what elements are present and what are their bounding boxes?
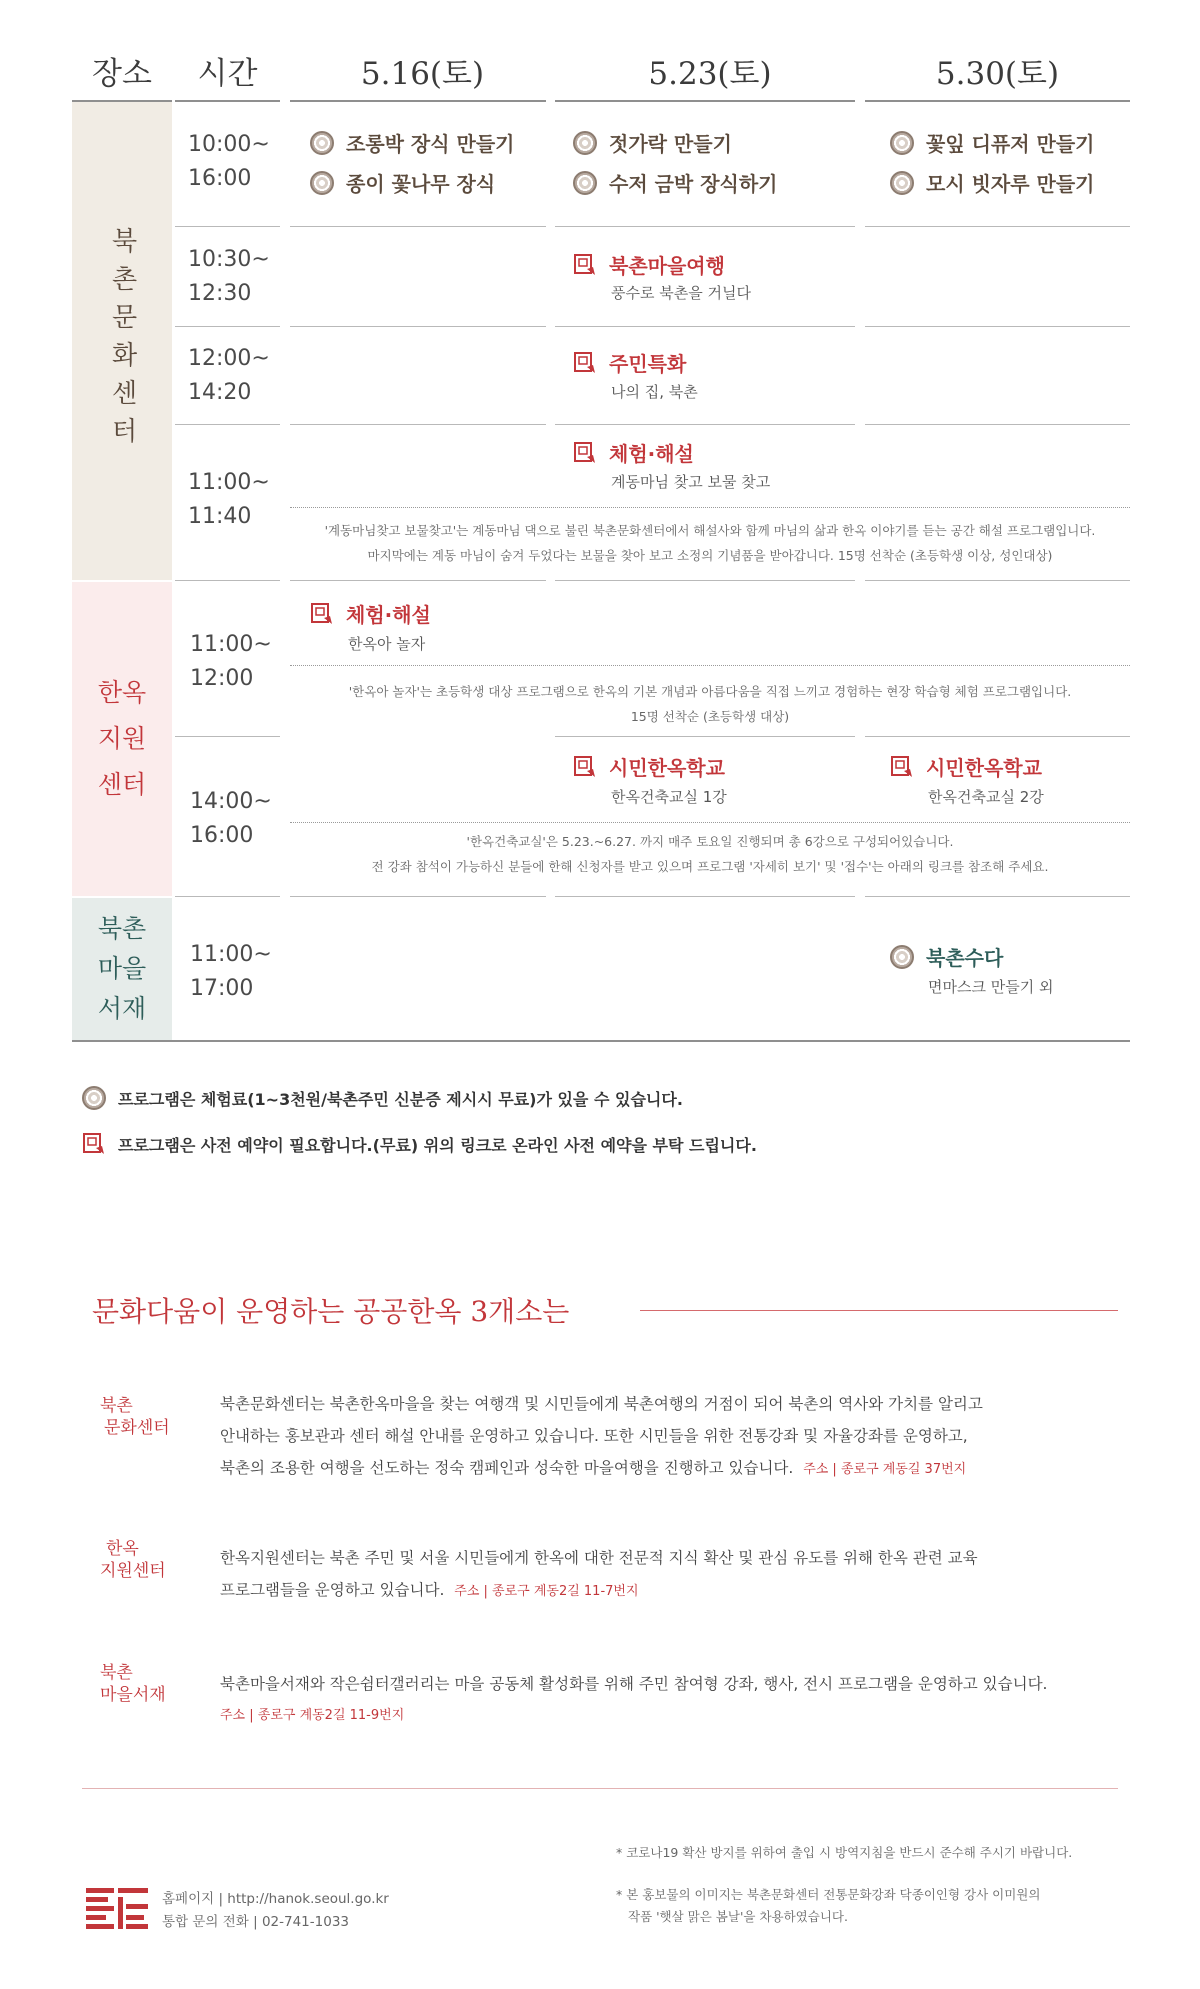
time-row-3-end: 14:20 (188, 380, 252, 405)
venue-hanok-line-2: 지원 (97, 724, 147, 753)
divider-r6-time (175, 896, 280, 897)
medal-icon (82, 1086, 106, 1110)
ticket-icon (310, 602, 334, 626)
program-r2-d2-label: 북촌마을여행 (609, 254, 725, 278)
about-title: 문화다움이 운영하는 공공한옥 3개소는 (92, 1295, 570, 1328)
legend-reserve (82, 1132, 757, 1156)
divider-r3-d1 (290, 424, 546, 425)
venue-hanok-center (72, 582, 172, 896)
footer-notice-1: * 코로나19 확산 방지를 위하여 출입 시 방역지침을 반드시 준수해 주시기 바랍니다. (616, 1845, 1073, 1860)
dotted-r4 (290, 507, 1130, 508)
ticket-icon (573, 351, 597, 375)
medal-icon (890, 131, 914, 155)
program-r1-d2-a-label: 젓가락 만들기 (609, 132, 732, 156)
program-r1-d2-a[interactable] (573, 128, 732, 157)
note-r4-line-1: '계동마님찾고 보물찾고'는 계동마님 댁으로 불린 북촌문화센터에서 해설사와 함께 마님의 삶과 한옥 이야기를 듣는 공간 해설 프로그램입니다. (324, 523, 1096, 538)
divider-r2-d2 (555, 326, 855, 327)
program-r4-d2-label: 체험·해설 (609, 442, 694, 466)
divider-r5-d3 (865, 736, 1130, 737)
dotted-r5 (290, 665, 1130, 666)
program-r3-d2[interactable] (573, 348, 686, 377)
about-item-3-line-1: 북촌마을서재와 작은쉼터갤러리는 마을 공동체 활성화를 위해 주민 참여형 강좌, 행사, 전시 프로그램을 운영하고 있습니다. (220, 1675, 1048, 1693)
program-r1-d3-b[interactable] (890, 168, 1095, 197)
divider-r6-d2 (555, 896, 855, 897)
program-r1-d3-b-label: 모시 빗자루 만들기 (926, 172, 1095, 196)
header-date-3: 5.30(토) (935, 56, 1060, 92)
program-r2-d2-sub: 풍수로 북촌을 거닐다 (611, 284, 751, 302)
footer-phone: 통합 문의 전화 | 02-741-1033 (162, 1914, 350, 1930)
program-r5-d1-label: 체험·해설 (346, 603, 431, 627)
program-r6-d2-sub: 한옥건축교실 1강 (611, 788, 727, 806)
time-row-2-end: 12:30 (188, 281, 252, 306)
note-r6 (290, 829, 1130, 879)
about-item-2-line-1: 한옥지원센터는 북촌 주민 및 서울 시민들에게 한옥에 대한 전문적 지식 확산 및 관심 유도를 위해 한옥 관련 교육 (220, 1549, 978, 1567)
time-row-7-start: 11:00~ (190, 942, 272, 967)
program-r7-d3-label: 북촌수다 (926, 946, 1004, 970)
program-r3-d2-label: 주민특화 (609, 352, 687, 376)
divider-r1-time (175, 226, 280, 227)
medal-icon (890, 945, 914, 969)
venue-bukchon-center (72, 102, 172, 580)
program-r1-d3-a[interactable] (890, 128, 1095, 157)
program-r7-d3-sub: 면마스크 만들기 외 (928, 978, 1054, 996)
about-item-3 (220, 1668, 1120, 1732)
about-title-line (640, 1310, 1118, 1311)
logo-bukchon-library-line-1: 북촌 (100, 1663, 133, 1683)
time-row-2 (188, 243, 270, 311)
divider-r5-time (175, 736, 280, 737)
header-line-d2 (555, 100, 855, 102)
program-r1-d1-a[interactable] (310, 128, 515, 157)
divider-r3-time (175, 424, 280, 425)
about-item-1 (220, 1388, 1120, 1486)
divider-r1-d3 (865, 226, 1130, 227)
time-row-5 (190, 628, 272, 696)
logo-hanok-center-line-1: 한옥 (106, 1539, 139, 1559)
about-item-1-line-1: 북촌문화센터는 북촌한옥마을을 찾는 여행객 및 시민들에게 북촌여행의 거점이 되어 북촌의 역사와 가치를 알리고 (220, 1395, 983, 1413)
program-r7-d3[interactable] (890, 942, 1003, 971)
venue-bukchon-center-label: 북촌문화센터 (107, 227, 137, 455)
program-r5-d1-sub: 한옥아 놀자 (348, 635, 426, 653)
program-r4-d2-sub: 계동마님 찾고 보물 찾고 (611, 473, 771, 491)
about-item-2-address: 주소 | 종로구 계동2길 11-7번지 (454, 1584, 639, 1599)
legend-fee-text: 프로그램은 체험료(1~3천원/북촌주민 신분증 제시시 무료)가 있을 수 있습니다. (118, 1089, 683, 1109)
program-r1-d1-b-label: 종이 꽃나무 장식 (346, 172, 496, 196)
divider-r4-d3 (865, 580, 1130, 581)
legend-fee (82, 1086, 683, 1110)
medal-icon (573, 131, 597, 155)
ticket-icon (890, 755, 914, 779)
logo-bukchon-library-line-2: 마을서재 (100, 1685, 166, 1705)
program-r6-d3[interactable] (890, 752, 1042, 781)
note-r5-line-1: '한옥아 놀자'는 초등학생 대상 프로그램으로 한옥의 기본 개념과 아름다움을 직접 느끼고 경험하는 현장 학습형 체험 프로그램입니다. (348, 684, 1072, 699)
medal-icon (573, 171, 597, 195)
time-row-4-start: 11:00~ (188, 470, 270, 495)
note-r6-line-1: '한옥건축교실'은 5.23.~6.27. 까지 매주 토요일 진행되며 총 6강으로 구성되어있습니다. (466, 834, 954, 849)
about-item-1-address: 주소 | 종로구 계동길 37번지 (803, 1462, 967, 1477)
time-row-1-start: 10:00~ (188, 132, 270, 157)
divider-r3-d2 (555, 424, 855, 425)
time-row-6 (190, 785, 272, 853)
medal-icon (310, 131, 334, 155)
ticket-icon (573, 253, 597, 277)
venue-hanok-line-3: 센터 (97, 770, 147, 799)
venue-library-line-1: 북촌 (97, 914, 147, 943)
time-row-2-start: 10:30~ (188, 247, 270, 272)
divider-r3-d3 (865, 424, 1130, 425)
footer-homepage[interactable]: 홈페이지 | http://hanok.seoul.go.kr (162, 1891, 389, 1907)
program-r1-d2-b-label: 수저 금박 장식하기 (609, 172, 778, 196)
footer-notice-2 (616, 1884, 1040, 1928)
medal-icon (890, 171, 914, 195)
divider-r1-d2 (555, 226, 855, 227)
footer-logo-icon (86, 1888, 148, 1934)
about-bottom-line (82, 1788, 1118, 1789)
divider-r1-d1 (290, 226, 546, 227)
logo-bukchon-center-line-1: 북촌 (100, 1396, 133, 1416)
footer-contact (162, 1888, 389, 1934)
program-r6-d2-label: 시민한옥학교 (609, 756, 725, 780)
dotted-r6 (290, 822, 1130, 823)
time-row-3-start: 12:00~ (188, 346, 270, 371)
divider-r5-d2 (555, 736, 855, 737)
venue-bukchon-library (72, 898, 172, 1040)
header-date-1: 5.16(토) (360, 56, 485, 92)
header-line-d1 (290, 100, 546, 102)
time-row-5-end: 12:00 (190, 666, 254, 691)
table-bottom-line (72, 1040, 1130, 1042)
divider-r2-time (175, 326, 280, 327)
logo-hanok-center (100, 1538, 166, 1582)
time-row-7-end: 17:00 (190, 976, 254, 1001)
logo-bukchon-library (100, 1662, 166, 1706)
program-r4-d2[interactable] (573, 438, 694, 467)
divider-r4-d2 (555, 580, 855, 581)
ticket-icon (573, 441, 597, 465)
time-row-1-end: 16:00 (188, 166, 252, 191)
venue-library-line-2: 마을 (97, 954, 147, 983)
note-r5-line-2: 15명 선착순 (초등학생 대상) (630, 709, 790, 724)
divider-r6-d3 (865, 896, 1130, 897)
program-r1-d2-b[interactable] (573, 168, 778, 197)
header-line-d3 (865, 100, 1130, 102)
about-item-3-address: 주소 | 종로구 계동2길 11-9번지 (220, 1708, 405, 1723)
header-time: 시간 (197, 56, 258, 92)
footer-notice-2-line-1: * 본 홍보물의 이미지는 북촌문화센터 전통문화강좌 닥종이인형 강사 이미원의 (616, 1887, 1041, 1902)
divider-r2-d1 (290, 326, 546, 327)
program-r2-d2[interactable] (573, 250, 725, 279)
time-row-4-end: 11:40 (188, 504, 252, 529)
header-date-2: 5.23(토) (648, 56, 772, 92)
program-r1-d3-a-label: 꽃잎 디퓨저 만들기 (926, 132, 1095, 156)
divider-r4-time (175, 580, 280, 581)
note-r5 (290, 679, 1130, 729)
venue-hanok-line-1: 한옥 (97, 678, 147, 707)
about-item-2 (220, 1542, 1120, 1608)
program-r3-d2-sub: 나의 집, 북촌 (611, 383, 698, 401)
medal-icon (310, 171, 334, 195)
time-row-6-start: 14:00~ (190, 789, 272, 814)
time-row-3 (188, 342, 270, 410)
about-item-1-line-3: 북촌의 조용한 여행을 선도하는 정숙 캠페인과 성숙한 마을여행을 진행하고 있습니다. (220, 1459, 794, 1477)
header-line-time (175, 100, 280, 102)
logo-hanok-center-line-2: 지원센터 (100, 1561, 166, 1581)
note-r6-line-2: 전 강좌 참석이 가능하신 분들에 한해 신청자를 받고 있으며 프로그램 '자세히 보기' 및 '접수'는 아래의 링크를 참조해 주세요. (371, 859, 1049, 874)
logo-bukchon-center-line-2: 문화센터 (104, 1418, 170, 1438)
header-place: 장소 (92, 56, 152, 92)
program-r6-d3-sub: 한옥건축교실 2강 (928, 788, 1044, 806)
logo-bukchon-center (100, 1395, 170, 1439)
legend-reserve-text: 프로그램은 사전 예약이 필요합니다.(무료) 위의 링크로 온라인 사전 예약을 부탁 드립니다. (118, 1135, 757, 1155)
about-item-1-line-2: 안내하는 홍보관과 센터 해설 안내를 운영하고 있습니다. 또한 시민들을 위한 전통강좌 및 자율강좌를 운영하고, (220, 1427, 968, 1445)
program-r5-d1[interactable] (310, 599, 431, 628)
time-row-4 (188, 466, 270, 534)
divider-r2-d3 (865, 326, 1130, 327)
time-row-1 (188, 128, 270, 196)
ticket-icon (82, 1132, 106, 1156)
time-row-5-start: 11:00~ (190, 632, 272, 657)
divider-r4-d1 (290, 580, 546, 581)
program-r6-d2[interactable] (573, 752, 725, 781)
time-row-6-end: 16:00 (190, 823, 254, 848)
program-r1-d1-a-label: 조롱박 장식 만들기 (346, 132, 515, 156)
program-r6-d3-label: 시민한옥학교 (926, 756, 1042, 780)
note-r4 (290, 518, 1130, 568)
venue-library-line-3: 서재 (97, 994, 147, 1023)
ticket-icon (573, 755, 597, 779)
note-r4-line-2: 마지막에는 계동 마님이 숨겨 두었다는 보물을 찾아 보고 소정의 기념품을 받아갑니다. 15명 선착순 (초등학생 이상, 성인대상) (367, 548, 1053, 563)
divider-r6-d1 (290, 896, 546, 897)
program-r1-d1-b[interactable] (310, 168, 495, 197)
time-row-7 (190, 938, 272, 1006)
about-item-2-line-2: 프로그램들을 운영하고 있습니다. (220, 1581, 445, 1599)
footer-notice-2-line-2: 작품 '햇살 맑은 봄날'을 차용하였습니다. (628, 1909, 848, 1924)
